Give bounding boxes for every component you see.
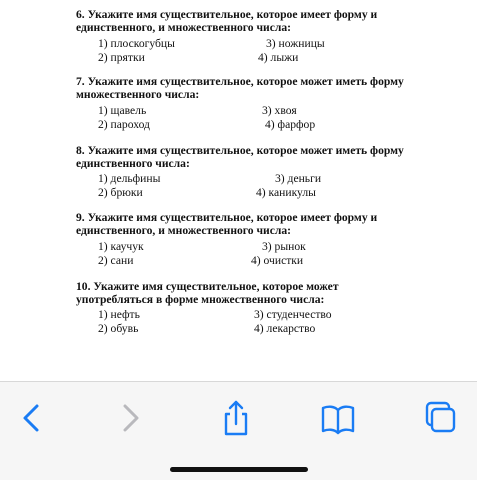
question-title: 7. Укажите имя существительное, которое может иметь форму множественного числа: [76, 75, 404, 101]
question-title: 8. Укажите имя существительное, которое может иметь форму единственного числа: [76, 144, 404, 170]
bookmarks-icon [318, 400, 358, 436]
option-3: 3) ножницы [266, 37, 325, 50]
bookmarks-button[interactable] [318, 400, 358, 436]
option-1: 1) щавель [98, 104, 147, 117]
forward-icon [110, 400, 150, 436]
option-1: 1) нефть [98, 308, 140, 321]
option-3: 3) хвоя [262, 104, 297, 117]
option-1: 1) плоскогубцы [98, 37, 175, 50]
option-4: 4) лыжи [258, 51, 299, 64]
option-3: 3) рынок [262, 240, 306, 253]
option-2: 2) сани [98, 254, 134, 267]
back-button[interactable] [12, 400, 52, 436]
forward-button[interactable] [110, 400, 150, 436]
share-button[interactable] [216, 400, 256, 436]
question-title: 9. Укажите имя существительное, которое имеет форму и единственного, и множественного числа: [76, 211, 378, 237]
option-3: 3) студенчество [254, 308, 332, 321]
option-3: 3) деньги [275, 172, 322, 185]
option-4: 4) лекарство [254, 322, 316, 335]
option-1: 1) дельфины [98, 172, 161, 185]
question-title: 6. Укажите имя существительное, которое имеет форму и единственного, и множественного числа: [76, 8, 378, 34]
share-icon [216, 400, 256, 436]
tabs-icon [420, 400, 460, 436]
option-2: 2) обувь [98, 322, 139, 335]
option-4: 4) очистки [251, 254, 304, 267]
back-icon [12, 400, 52, 436]
question-title: 10. Укажите имя существительное, которое может употребляться в форме множественного числа: [76, 280, 339, 306]
option-1: 1) каучук [98, 240, 144, 253]
option-2: 2) брюки [98, 186, 143, 199]
option-4: 4) каникулы [256, 186, 316, 199]
option-2: 2) пароход [98, 118, 150, 131]
option-2: 2) прятки [98, 51, 145, 64]
browser-toolbar [0, 381, 477, 480]
tabs-button[interactable] [420, 400, 460, 436]
home-indicator [170, 467, 308, 472]
option-4: 4) фарфор [265, 118, 316, 131]
